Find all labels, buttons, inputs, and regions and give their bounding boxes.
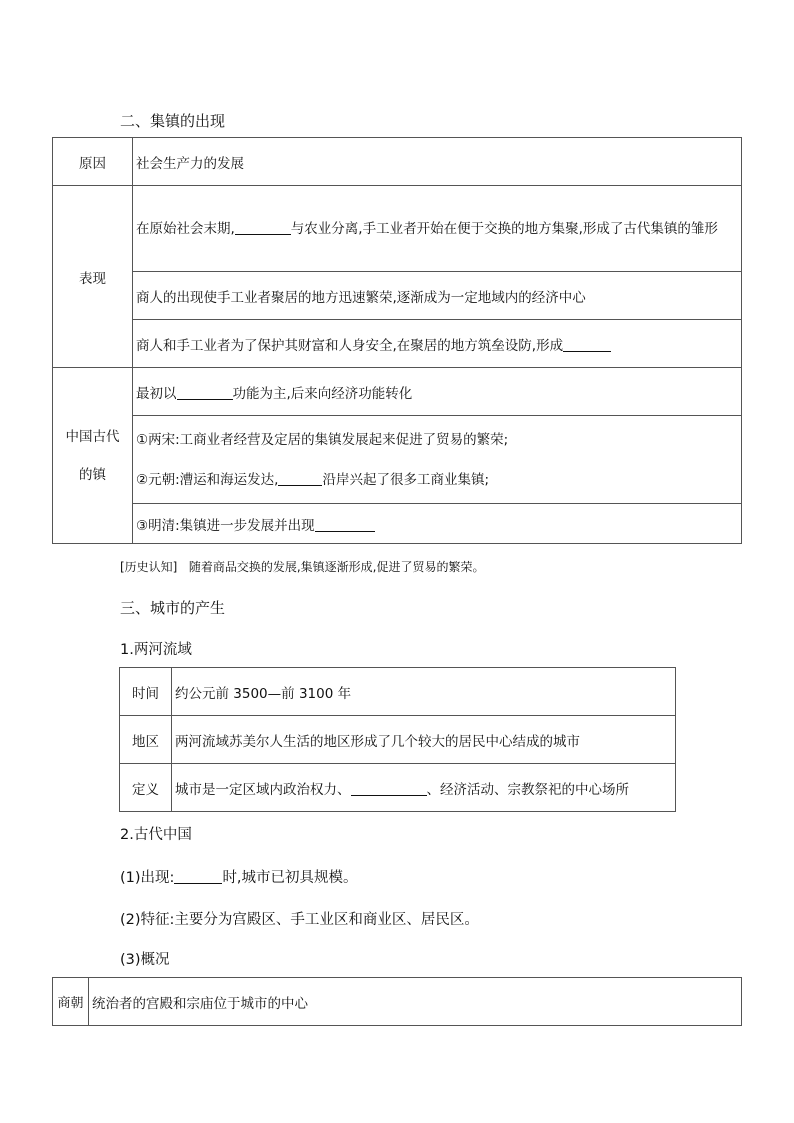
table-row <box>120 716 676 764</box>
table-row <box>120 764 676 812</box>
note-text: 随着商品交换的发展,集镇逐渐形成,促进了贸易的繁荣。 <box>188 560 485 574</box>
china-cell-4 <box>133 504 742 544</box>
town-table <box>52 137 742 544</box>
blank-field <box>351 781 427 796</box>
china-cell-2 <box>133 416 742 504</box>
reason-text: 社会生产力的发展 <box>133 138 742 186</box>
table-row <box>53 320 742 368</box>
manifest-1-part-a: 在原始社会末期, <box>136 220 235 237</box>
china-cell-1 <box>133 368 742 416</box>
subsection-1-title: 1.两河流域 <box>120 642 192 658</box>
region-text: 两河流域苏美尔人生活的地区形成了几个较大的居民中心结成的城市 <box>172 716 676 764</box>
china-2-text: ①两宋:工商业者经营及定居的集镇发展起来促进了贸易的繁荣; <box>136 431 509 448</box>
shang-label: 商朝 <box>53 978 89 1026</box>
china-1-part-a: 最初以 <box>136 385 177 402</box>
table-row <box>53 416 742 504</box>
china-3-part-a: ②元朝:漕运和海运发达, <box>136 471 279 488</box>
paragraph-1-part-b: 时,城市已初具规模。 <box>222 870 358 886</box>
time-label: 时间 <box>120 668 172 716</box>
table-row <box>53 272 742 320</box>
table-row <box>53 138 742 186</box>
blank-field <box>563 337 611 352</box>
blank-field <box>235 220 291 235</box>
blank-field <box>174 869 222 884</box>
definition-part-b: 、经济活动、宗教祭祀的中心场所 <box>426 781 629 798</box>
manifest-1-part-b: 与农业分离,手工业者开始在便于交换的地方集聚,形成了古代集镇的雏形 <box>290 220 718 237</box>
china-3-line <box>136 460 741 500</box>
city-table <box>119 667 676 812</box>
table-row <box>53 504 742 544</box>
china-1-part-b: 功能为主,后来向经济功能转化 <box>232 385 413 402</box>
blank-field <box>315 517 375 532</box>
paragraph-appearance <box>120 866 358 887</box>
paragraph-features: (2)特征:主要分为宫殿区、手工业区和商业区、居民区。 <box>120 912 479 928</box>
china-4-text: ③明清:集镇进一步发展并出现 <box>136 517 315 534</box>
region-label: 地区 <box>120 716 172 764</box>
china-town-label <box>53 368 133 544</box>
note-label: [历史认知] <box>120 560 178 574</box>
table-row <box>53 978 742 1026</box>
manifest-cell-3 <box>133 320 742 368</box>
section2-heading: 二、集镇的出现 <box>120 112 226 130</box>
table-row <box>120 668 676 716</box>
blank-field <box>278 471 322 486</box>
definition-text <box>172 764 676 812</box>
table-row <box>53 186 742 272</box>
manifest-cell-2: 商人的出现使手工业者聚居的地方迅速繁荣,逐渐成为一定地域内的经济中心 <box>133 272 742 320</box>
definition-label: 定义 <box>120 764 172 812</box>
history-note <box>120 558 484 575</box>
manifest-3-text: 商人和手工业者为了保护其财富和人身安全,在聚居的地方筑垒设防,形成 <box>136 337 564 354</box>
overview-table <box>52 977 742 1026</box>
paragraph-overview: (3)概况 <box>120 952 170 968</box>
definition-part-a: 城市是一定区域内政治权力、 <box>175 781 351 798</box>
shang-text: 统治者的宫殿和宗庙位于城市的中心 <box>89 978 742 1026</box>
manifest-cell-1 <box>133 186 742 272</box>
china-3-part-b: 沿岸兴起了很多工商业集镇; <box>322 471 490 488</box>
manifest-label: 表现 <box>53 186 133 368</box>
reason-label: 原因 <box>53 138 133 186</box>
paragraph-1-part-a: (1)出现: <box>120 870 175 886</box>
time-text: 约公元前 3500—前 3100 年 <box>172 668 676 716</box>
blank-field <box>177 385 233 400</box>
subsection-2-title: 2.古代中国 <box>120 827 192 843</box>
section3-heading: 三、城市的产生 <box>120 599 226 617</box>
table-row <box>53 368 742 416</box>
china-town-label-text: 中国古代的镇 <box>65 428 120 483</box>
